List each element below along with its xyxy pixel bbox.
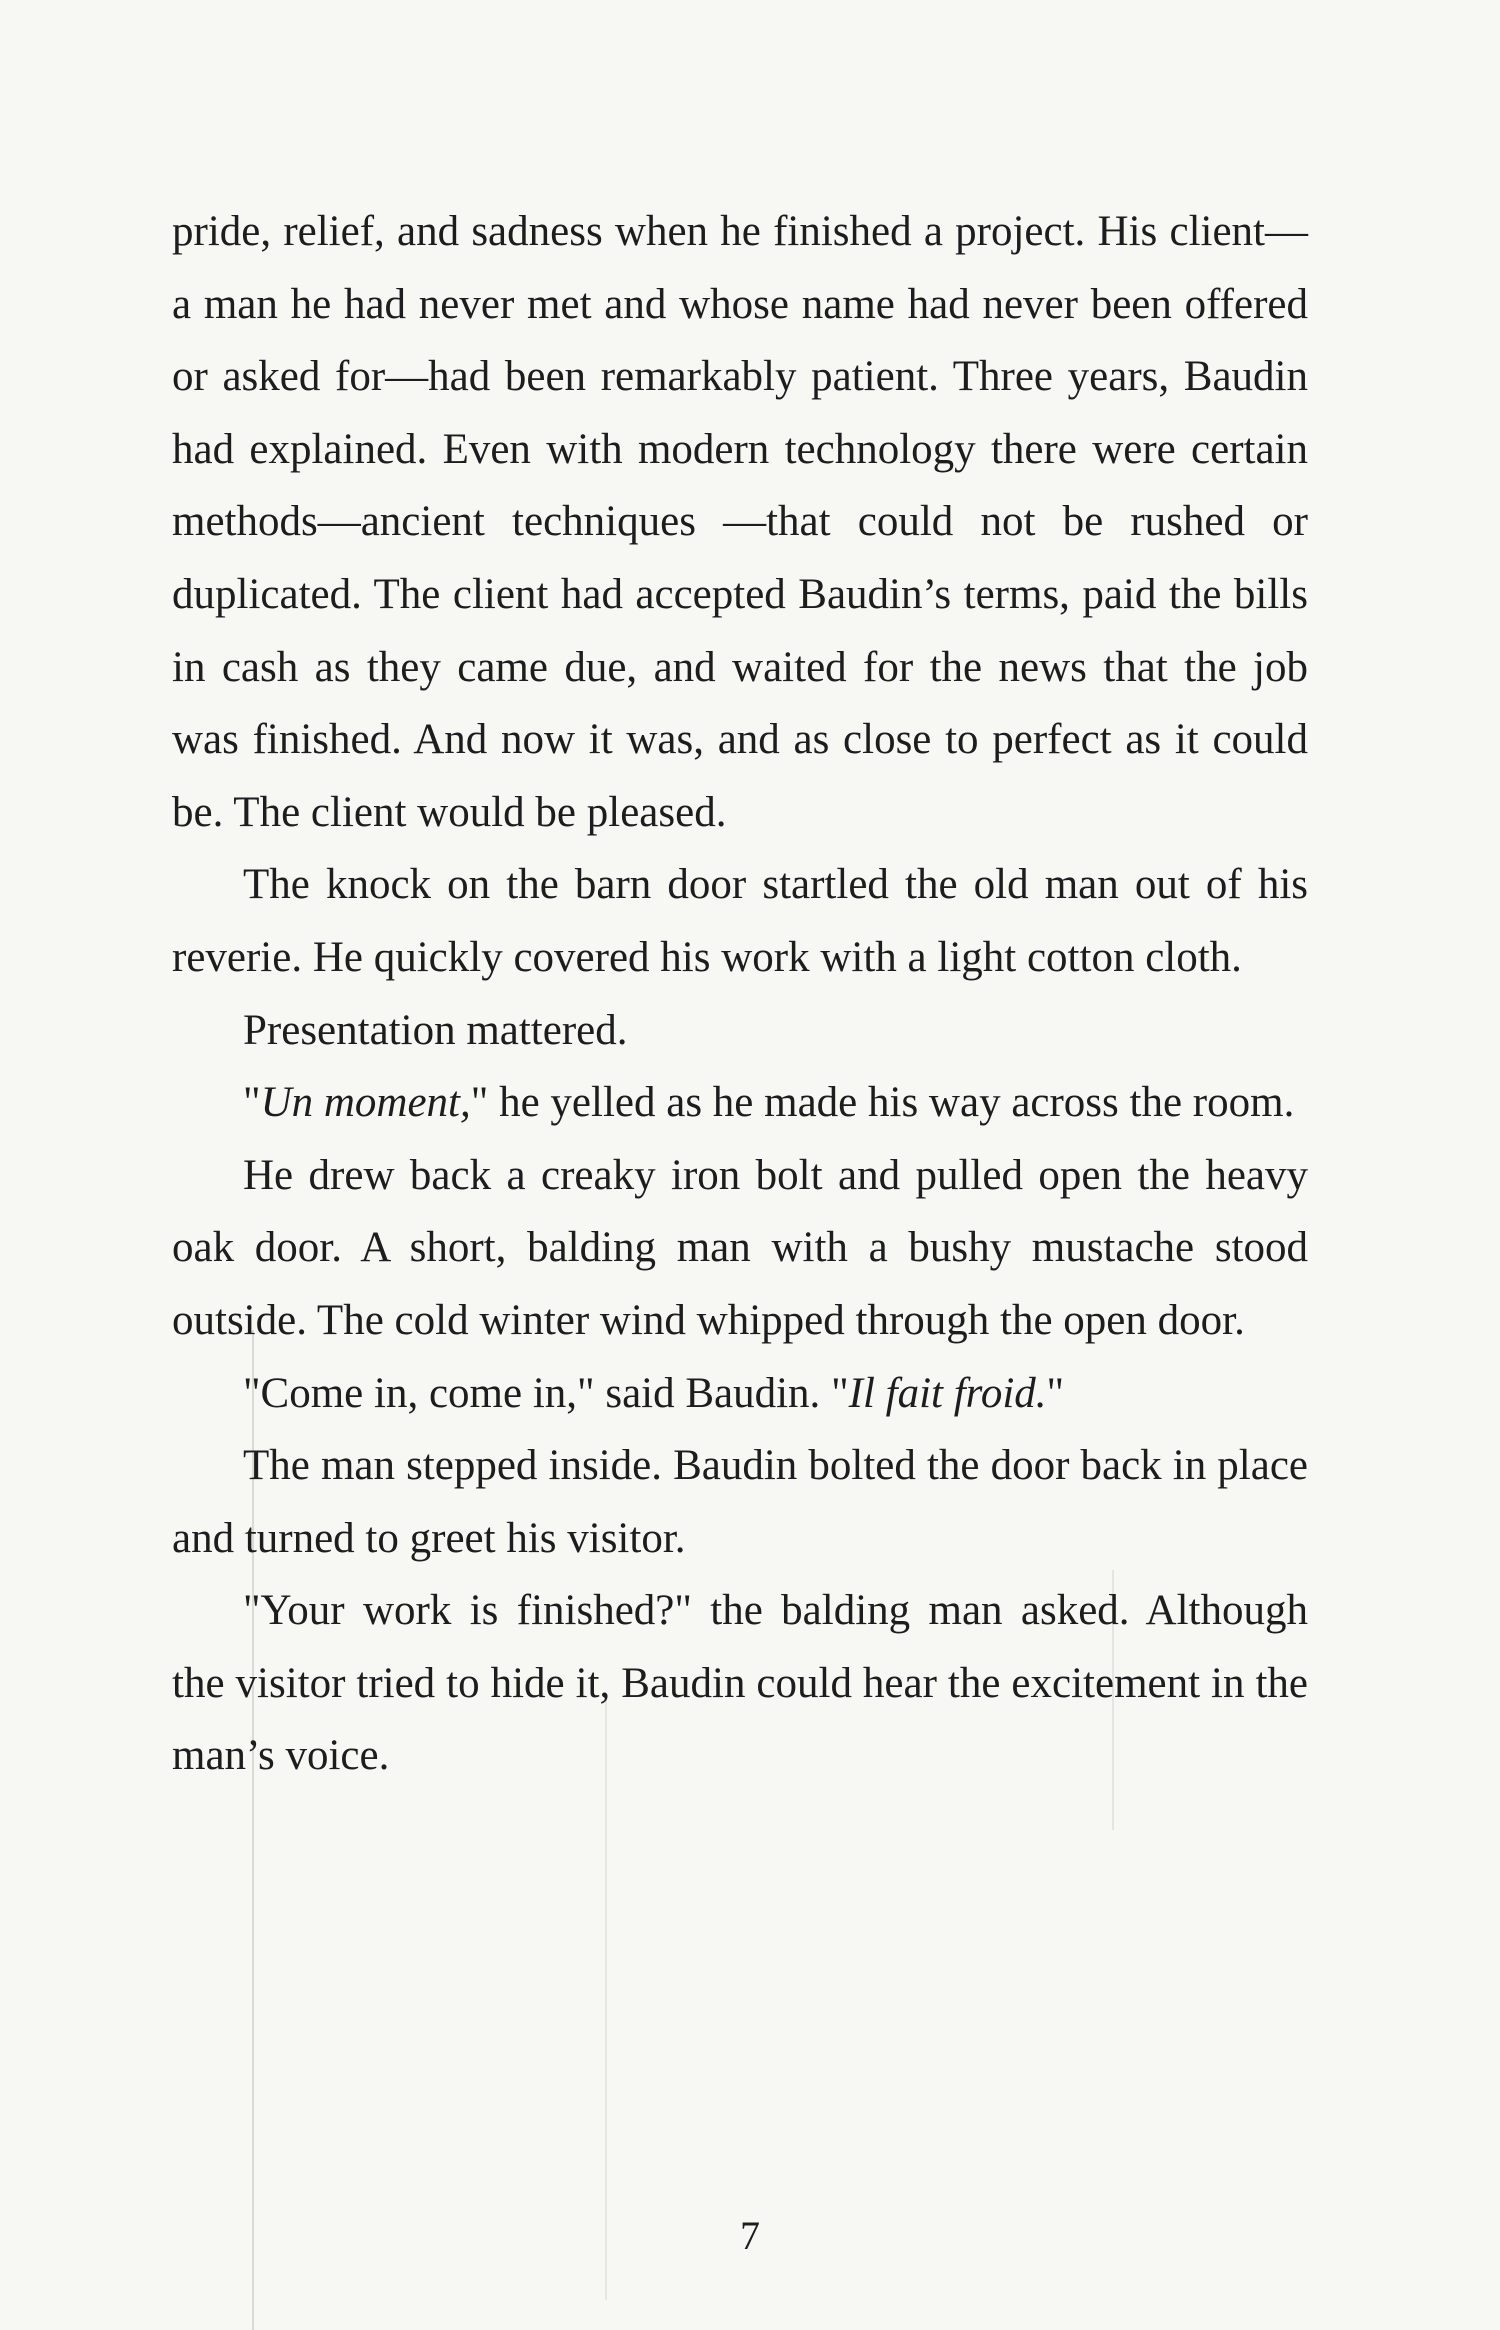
paragraph: Presentation mattered. <box>243 1006 628 1054</box>
paragraph-rest: he yelled as he made his way across the room. <box>488 1079 1295 1127</box>
paragraph: pride, relief, and sadness when he finished a project. His client—a man he had never met and whose name had never been offered or asked for—had been remarkably patient. Three years, Baudin had explained. Even with modern technology there were certain methods—ancient techniques —that could not be rushed or duplicated. The client had accepted Baudin’s terms, paid the bills in cash as they came due, and waited for the news that the job was finished. And now it was, and as close to perfect as it could be. The client would be pleased. <box>172 208 1308 836</box>
paragraph-lead: "Come in, come in," said Baudin. <box>243 1369 832 1417</box>
paragraph <box>172 1067 1308 1140</box>
paragraph: The man stepped inside. Baudin bolted the door back in place and turned to greet his visitor. <box>172 1442 1308 1562</box>
italic-phrase: Un moment, <box>260 1079 471 1127</box>
close-quote: " <box>1046 1369 1065 1417</box>
paragraph: He drew back a creaky iron bolt and pulled open the heavy oak door. A short, balding man with a bushy mustache stood outside. The cold winter wind whipped through the open door. <box>172 1151 1308 1344</box>
page-number: 7 <box>740 2213 760 2258</box>
paragraph: The knock on the barn door startled the old man out of his reverie. He quickly covered his work with a light cotton cloth. <box>172 861 1308 981</box>
open-quote: " <box>243 1079 261 1127</box>
body-text <box>172 196 1308 1793</box>
italic-phrase: Il fait froid. <box>848 1369 1047 1417</box>
paragraph: "Your work is finished?" the balding man asked. Although the visitor tried to hide it, Baudin could hear the excitement in the man’s voice. <box>172 1587 1308 1780</box>
open-quote: " <box>831 1369 849 1417</box>
paragraph <box>172 1358 1308 1431</box>
close-quote: " <box>470 1079 489 1127</box>
